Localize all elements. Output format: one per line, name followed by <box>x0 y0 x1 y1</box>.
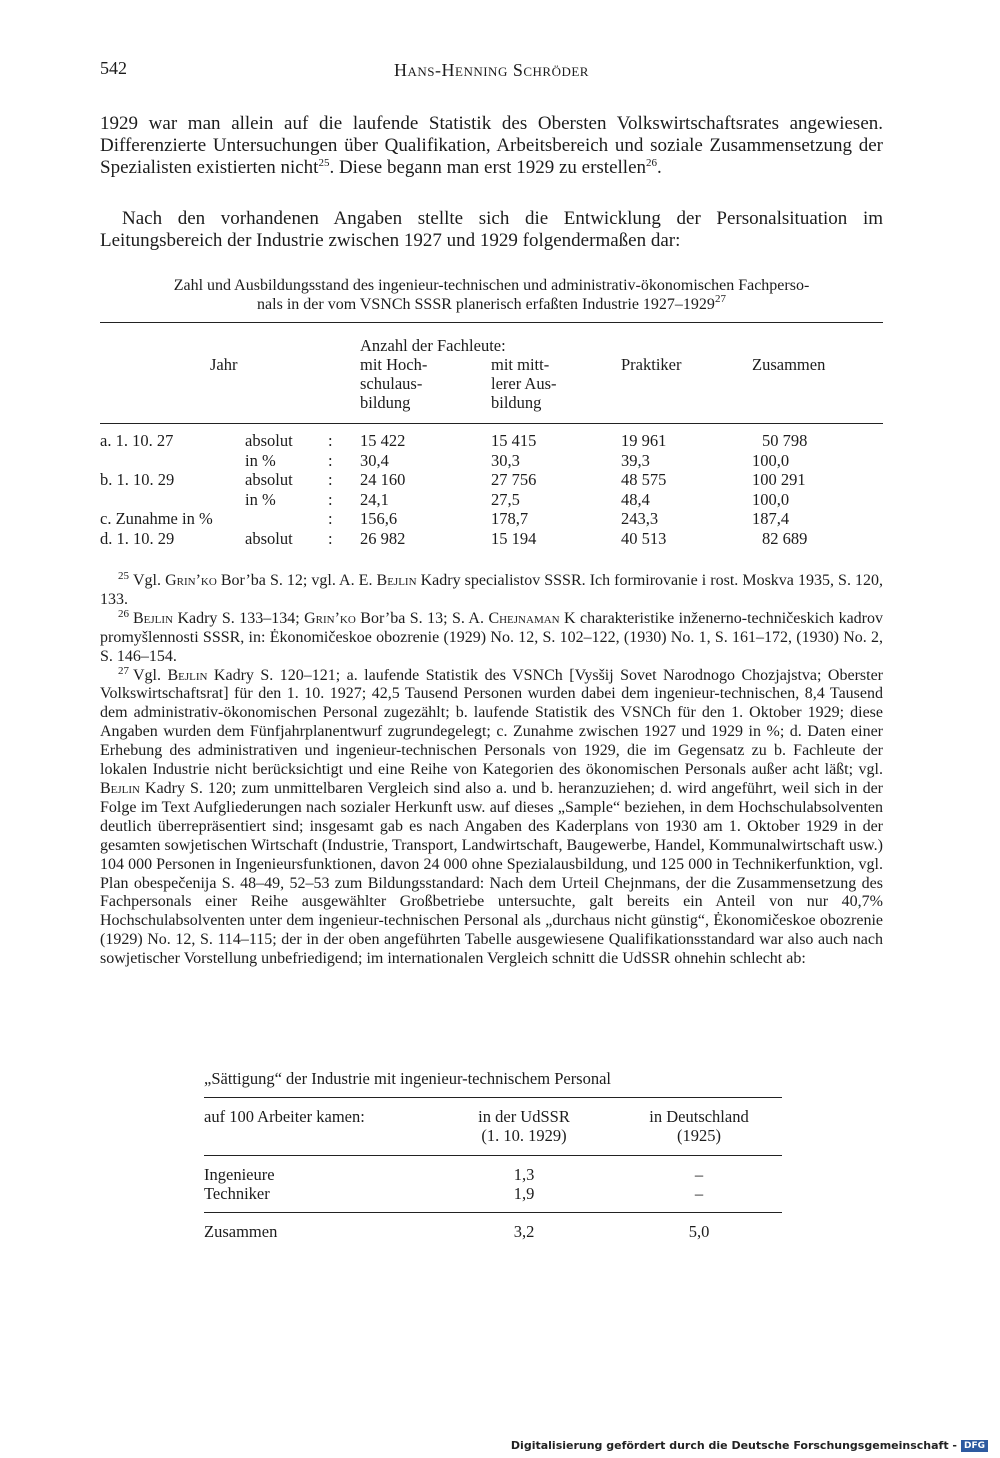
table2-top-rule <box>204 1097 782 1098</box>
cell-prakt: 39,3 <box>621 450 650 470</box>
fn-text: Kadry S. 120–121; a. laufende Statistik des VSNCh [Vysšij Sovet Narodnogo Chozjajstva; Oberster Volkswirtschaftsrat] für den 1. 10. 1927; 42,5 Tausend Personen wurden dabei dem ingenieur-technischen, 8,4 Tausend dem administrativ-ökonomischen Personal zugezählt; b. laufende Statistik des VSNCh für den 1. Oktober 1929; diese Angaben wurden dem Fünfjahrplanentwurf zugrundegelegt; c. Zunahme zwischen 1927 und 1929 in %; d. Daten einer Erhebung des administrativen und ingenieur-technischen Personals von 1929, die im Gegensatz zu b. Fachleute der lokalen Industrie nicht berücksichtigt und eine Reihe von Kategorien des ökonomischen Personals außer acht läßt; vgl. <box>100 666 884 779</box>
row-label: d. 1. 10. 29 <box>100 528 175 548</box>
table1-header <box>100 336 883 416</box>
cell-zus: 100 291 <box>752 470 806 489</box>
footnote-ref-26[interactable]: 26 <box>646 157 657 169</box>
row-colon: : <box>328 450 333 470</box>
table1-head-hoch-1: mit Hoch- <box>360 355 428 374</box>
table2-head-de-2: (1925) <box>677 1126 721 1145</box>
cell-hoch: 24 160 <box>360 470 406 489</box>
cell-prakt: 243,3 <box>621 509 659 528</box>
row-colon: : <box>328 509 333 528</box>
row-colon: : <box>328 431 333 450</box>
row-label: b. 1. 10. 29 <box>100 470 175 489</box>
fn-author: Bejlin <box>100 779 140 797</box>
fn-text: Kadry S. 120; zum unmittelbaren Vergleich sind also a. und b. heranzuziehen; d. wird angeführt, weil sich in der Folge im Text Aufgliederungen nach sozialer Herkunft usw. auf dieses „Sample“ beziehen, in dem Hochschulabsolventen deutlich überrepräsentiert sind; insgesamt gab es nach Angaben des Kaderplans von 1930 am 1. Oktober 1929 in der gesamten sowjetischen Wirtschaft (Industrie, Transport, Landwirtschaft, Baugewerbe, Handel, Kommunalwirtschaft usw.) 104 000 Personen in Ingenieursfunktionen, davon 24 000 ohne Spezialausbildung, und 125 000 in Technikerfunktion, vgl. Plan obespečenija S. 48–49, 52–53 zum Bildungsstandard: Nach dem Urteil Chejnmans, der die Zusammensetzung des Fachpersonals einer Reihe ausgewählter Großbetriebe untersuchte, galt bereits ein Anteil von nur 40,7% Hochschulabsolventen unter dem ingenieur-technischen Personal als „durchaus nicht günstig“, Ėkonomičeskoe obozrenie (1929) No. 12, S. 114–115; der in der oben angeführten Tabelle ausgewiesene Qualifikationsstandard war also auch nach sowjetischer Vorstellung unbefriedigend; im internationalen Vergleich schnitt die UdSSR ohnehin schlecht ab: <box>100 779 883 968</box>
cell-de: – <box>694 1165 704 1184</box>
table-row <box>100 470 883 489</box>
table1-head-rule <box>100 423 883 424</box>
table-row <box>204 1165 782 1184</box>
table1-head-hoch-2: schulaus- <box>360 374 423 393</box>
row-label: c. Zunahme in % <box>100 509 213 528</box>
footnote-25 <box>100 572 883 610</box>
paragraph-1-text-a: 1929 war man allein auf die laufende Statistik des Obersten Volkswirtschaftsrates angewiesen. Differenzierte Untersuchungen über Qualifikation, Arbeitsbereich und soziale Zusammensetzung der Spezialisten existierten nicht <box>100 113 883 178</box>
cell-mitt: 178,7 <box>491 509 529 528</box>
table2-head-de-1: in Deutschland <box>649 1107 749 1126</box>
footnote-number: 25 <box>118 570 129 582</box>
table1-caption-line1: Zahl und Ausbildungsstand des ingenieur-technischen und administrativ-ökonomischen Fachperso- <box>173 277 810 294</box>
cell-zus: 50 798 <box>762 431 808 450</box>
table1-head-jahr: Jahr <box>210 355 238 374</box>
fn-author: Bejlin <box>133 609 173 627</box>
fn-author: Grin’ko <box>304 609 356 627</box>
paragraph-2: Nach den vorhandenen Angaben stellte sich die Entwicklung der Personalsituation im Leitungsbereich der Industrie zwischen 1927 und 1929 folgendermaßen dar: <box>100 208 883 251</box>
row-label: Zusammen <box>204 1222 278 1241</box>
cell-zus: 100,0 <box>752 489 790 509</box>
table2-header <box>204 1107 782 1152</box>
row-kind: absolut <box>245 528 293 548</box>
cell-prakt: 40 513 <box>621 528 667 548</box>
table2-head-rule <box>204 1155 782 1156</box>
row-kind: in % <box>245 450 276 470</box>
row-kind: in % <box>245 489 276 509</box>
fn-author: Chejnaman <box>488 609 560 627</box>
fn-text: Kadry S. 133–134; <box>173 609 305 627</box>
cell-mitt: 30,3 <box>491 450 520 470</box>
cell-mitt: 27,5 <box>491 489 520 509</box>
row-colon: : <box>328 470 333 489</box>
cell-hoch: 15 422 <box>360 431 406 450</box>
cell-zus: 82 689 <box>762 528 808 548</box>
row-label: a. 1. 10. 27 <box>100 431 174 450</box>
fn-author: Bejlin <box>167 666 208 684</box>
fn-text: K charakteristike inženerno-techničeskich kadrov promyšlennosti SSSR, in: Ėkonomičeskoe obozrenie (1929) No. 12, S. 102–122, (1930) No. 1, S. 161–172, (1930) No. 2, S. 146–154. <box>100 609 884 665</box>
footnote-27 <box>100 664 884 970</box>
row-kind: absolut <box>245 431 293 450</box>
table1-top-rule <box>100 322 883 323</box>
fn-text: Vgl. <box>133 666 168 684</box>
table2-body <box>204 1165 782 1205</box>
row-label: Techniker <box>204 1184 270 1203</box>
cell-prakt: 48 575 <box>621 470 667 489</box>
cell-udssr: 1,9 <box>513 1184 535 1203</box>
cell-udssr: 1,3 <box>513 1165 535 1184</box>
table-row <box>100 529 883 548</box>
table-row <box>100 509 883 528</box>
table-row <box>204 1184 782 1203</box>
fn-text: Vgl. <box>133 572 166 589</box>
cell-prakt: 48,4 <box>621 489 650 509</box>
table-row <box>100 490 883 509</box>
cell-mitt: 15 194 <box>491 528 537 548</box>
footnote-ref-27[interactable]: 27 <box>714 293 726 305</box>
cell-hoch: 156,6 <box>360 509 398 528</box>
dfg-credit <box>511 1439 988 1452</box>
row-kind: absolut <box>245 470 293 489</box>
fn-author: Bejlin <box>376 572 417 589</box>
cell-mitt: 27 756 <box>491 470 537 489</box>
cell-hoch: 24,1 <box>360 489 389 509</box>
table1-head-mitt-2: lerer Aus- <box>491 374 557 393</box>
table2-head-udssr-2: (1. 10. 1929) <box>481 1126 567 1145</box>
cell-mitt: 15 415 <box>491 431 537 450</box>
table1-head-hoch-3: bildung <box>360 393 411 412</box>
table2-caption: „Sättigung“ der Industrie mit ingenieur-technischem Personal <box>204 1069 612 1088</box>
fn-text: Kadry specialistov SSSR. Ich formirovanie i rost. Moskva 1935, S. 120, 133. <box>100 572 884 608</box>
cell-zus: 100,0 <box>752 450 790 470</box>
cell-prakt: 19 961 <box>621 431 667 450</box>
fn-text: Bor’ba S. 12; vgl. A. E. <box>216 572 377 589</box>
cell-hoch: 26 982 <box>360 528 406 548</box>
table1-caption-line2: nals in der vom VSNCh SSSR planerisch erfaßten Industrie 1927–1929 <box>257 296 715 313</box>
footnote-number: 27 <box>118 664 129 677</box>
cell-hoch: 30,4 <box>360 450 389 470</box>
row-colon: : <box>328 489 333 509</box>
table1-head-mitt-3: bildung <box>491 393 542 412</box>
table-row <box>100 451 883 470</box>
table1-caption-line2-wrap <box>100 295 883 314</box>
table2-head-label: auf 100 Arbeiter kamen: <box>204 1107 365 1126</box>
footnote-ref-25[interactable]: 25 <box>318 157 330 169</box>
page-header <box>100 58 883 86</box>
row-label: Ingenieure <box>204 1165 275 1184</box>
running-head-author: Hans-Henning Schröder <box>394 60 589 80</box>
fn-author: Grin’ko <box>165 572 217 589</box>
running-head <box>100 60 883 81</box>
row-colon: : <box>328 528 333 548</box>
page-number: 542 <box>100 58 127 78</box>
table1-caption <box>100 276 883 314</box>
paragraph-1-text-c: . <box>657 157 662 178</box>
paragraph-1-text-b: . Diese begann man erst 1929 zu erstellen <box>329 157 646 178</box>
footnotes <box>100 572 883 969</box>
table-row <box>100 431 883 450</box>
table2-head-udssr-1: in der UdSSR <box>478 1107 570 1126</box>
dfg-logo: DFG <box>961 1440 988 1452</box>
fn-text: Bor’ba S. 13; S. A. <box>355 609 489 627</box>
footnote-number: 26 <box>118 607 129 620</box>
table1-head-group: Anzahl der Fachleute: <box>360 336 506 355</box>
cell-zus: 187,4 <box>752 509 790 528</box>
cell-de: – <box>694 1184 704 1203</box>
footnote-26 <box>100 607 884 667</box>
dfg-credit-text: Digitalisierung gefördert durch die Deutsche Forschungsgemeinschaft - <box>510 1439 957 1452</box>
table2-total-rule <box>204 1212 782 1213</box>
paragraph-1 <box>100 113 883 179</box>
table1-head-zusammen: Zusammen <box>752 355 826 374</box>
table1-body <box>100 431 883 551</box>
table1-head-praktiker: Praktiker <box>621 355 682 374</box>
table1-head-mitt-1: mit mitt- <box>491 355 550 374</box>
cell-udssr: 3,2 <box>513 1222 535 1241</box>
table2-total-row <box>204 1222 782 1242</box>
cell-de: 5,0 <box>688 1222 710 1241</box>
